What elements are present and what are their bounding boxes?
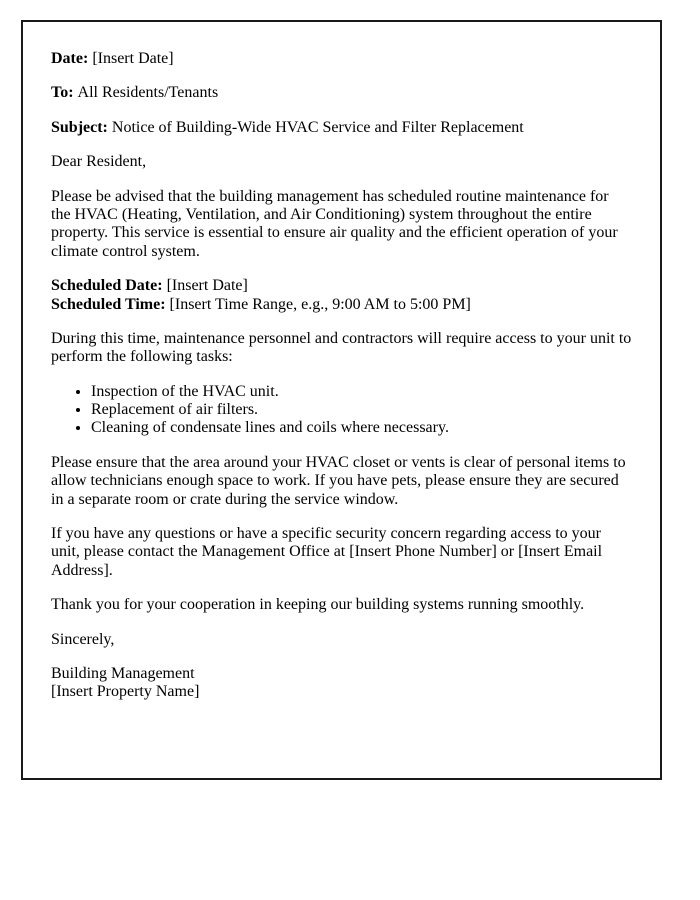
subject-value: Notice of Building-Wide HVAC Service and Filter Replacement [111, 118, 524, 136]
to-field [51, 84, 632, 102]
contact-paragraph: If you have any questions or have a specific security concern regarding access to your unit, please contact the Management Office at [Insert Phone Number] or [Insert Email Address]. [51, 525, 603, 579]
closing: Sincerely, [51, 630, 115, 648]
date-field [51, 50, 632, 68]
task-item-condensate-cleaning: • Cleaning of condensate lines and coils where necessary. [91, 419, 632, 437]
signature-line-1: Building Management [51, 664, 195, 682]
scheduled-date-line [51, 277, 248, 294]
task-item-filter-replacement: • Replacement of air filters. [91, 401, 632, 419]
access-intro-paragraph: During this time, maintenance personnel and contractors will require access to your unit to perform the following tasks: [51, 329, 632, 366]
scheduled-time-value: [Insert Time Range, e.g., 9:00 AM to 5:00 PM] [169, 295, 471, 313]
scheduled-date-value: [Insert Date] [166, 277, 248, 295]
intro-paragraph: Please be advised that the building management has scheduled routine maintenance for the HVAC (Heating, Ventilation, and Air Conditioning) system throughout the entire property. This service is essential to ensure air quality and the efficient operation of your climate control system. [51, 187, 618, 260]
schedule-block [51, 277, 632, 314]
notice-letter-document [21, 20, 662, 780]
scheduled-date-label: Scheduled Date: [51, 277, 163, 295]
task-item-inspection: • Inspection of the HVAC unit. [91, 383, 632, 401]
to-value: All Residents/Tenants [77, 84, 219, 102]
subject-field [51, 119, 632, 137]
scheduled-time-label: Scheduled Time: [51, 295, 166, 313]
thanks-paragraph: Thank you for your cooperation in keeping our building systems running smoothly. [51, 596, 585, 614]
signature-block [51, 665, 632, 702]
to-label: To: [51, 84, 74, 102]
signature-line-2: [Insert Property Name] [51, 683, 200, 701]
salutation: Dear Resident, [51, 153, 147, 171]
scheduled-time-line [51, 296, 471, 313]
date-label: Date: [51, 50, 89, 67]
preparation-paragraph: Please ensure that the area around your HVAC closet or vents is clear of personal items to allow technicians enough space to work. If you have pets, please ensure they are secured in a separate room or crate during the service window. [51, 453, 626, 508]
date-value: [Insert Date] [92, 50, 174, 67]
task-list [51, 383, 632, 438]
subject-label: Subject: [51, 118, 108, 136]
